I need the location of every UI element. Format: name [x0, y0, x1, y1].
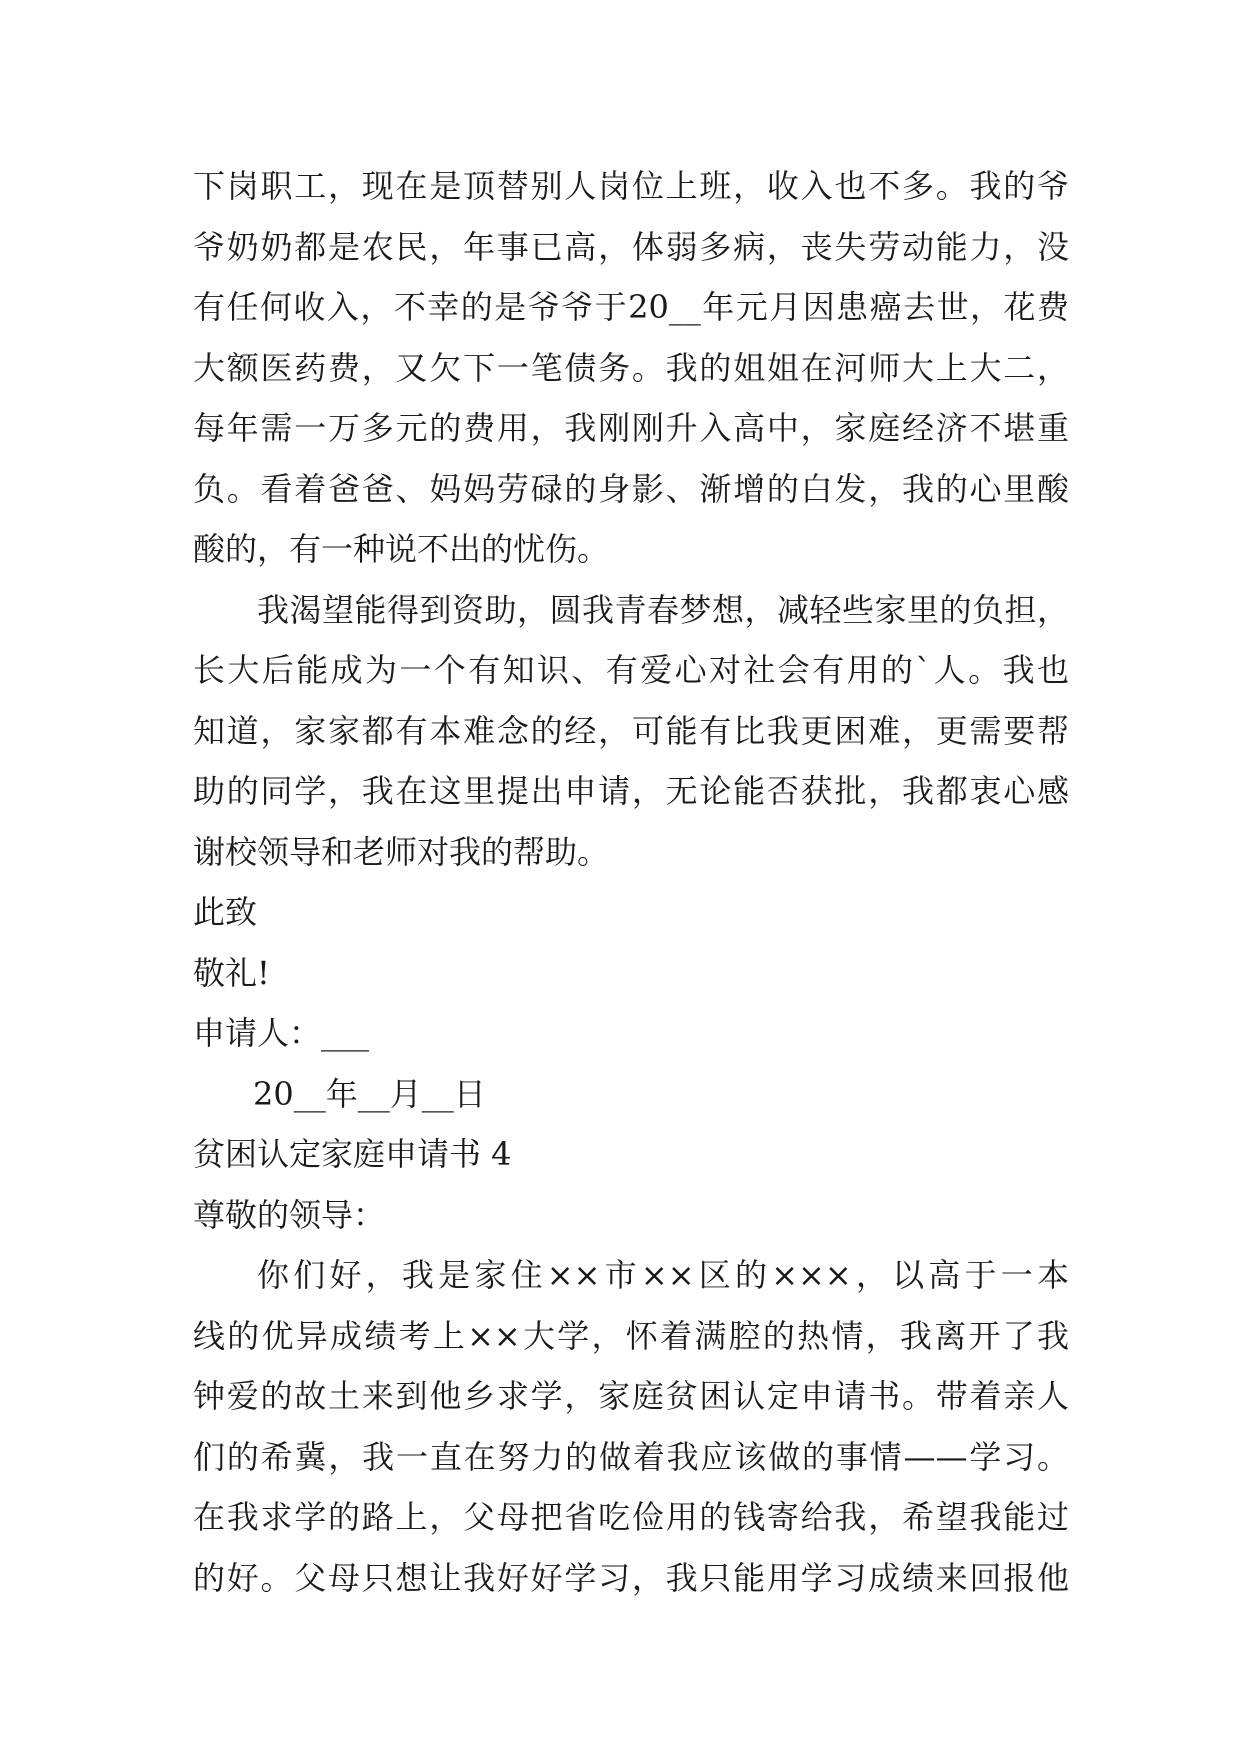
- text-line: 知道，家家都有本难念的经，可能有比我更困难，更需要帮: [193, 711, 1069, 750]
- document-body: [193, 156, 1069, 1608]
- text-line: 爷奶奶都是农民，年事已高，体弱多病，丧失劳动能力，没: [193, 227, 1069, 266]
- text-line: 助的同学，我在这里提出申请，无论能否获批，我都衷心感: [193, 772, 1069, 810]
- text-line: 你们好，我是家住××市××区的×××，以高于一本: [257, 1256, 1069, 1294]
- date-line: 20__年__月__日: [253, 1074, 486, 1113]
- salutation: 尊敬的领导：: [193, 1195, 386, 1234]
- text-line: 的好。父母只想让我好好学习，我只能用学习成绩来回报他: [193, 1558, 1069, 1597]
- text-line: 们的希冀，我一直在努力的做着我应该做的事情——学习。: [193, 1437, 1069, 1476]
- text-line: 长大后能成为一个有知识、有爱心对社会有用的`人。我也: [193, 651, 1069, 689]
- closing-ci-zhi: 此致: [193, 893, 258, 931]
- text-line: 有任何收入，不幸的是爷爷于20__年元月因患癌去世，花费: [193, 288, 1069, 326]
- paragraph-family-situation: [193, 156, 1069, 580]
- text-line: 下岗职工，现在是顶替别人岗位上班，收入也不多。我的爷: [193, 167, 1069, 205]
- text-line: 每年需一万多元的费用，我刚刚升入高中，家庭经济不堪重: [193, 409, 1069, 447]
- text-line: 大额医药费，又欠下一笔债务。我的姐姐在河师大上大二，: [193, 348, 1069, 387]
- section-title: 贫困认定家庭申请书 4: [193, 1135, 512, 1173]
- text-line: 负。看着爸爸、妈妈劳碌的身影、渐增的白发，我的心里酸: [193, 469, 1069, 508]
- text-line: 钟爱的故土来到他乡求学，家庭贫困认定申请书。带着亲人: [193, 1377, 1069, 1415]
- closing-jing-li: 敬礼!: [193, 953, 270, 992]
- paragraph-wish: [193, 580, 1069, 883]
- text-line: 谢校领导和老师对我的帮助。: [193, 832, 610, 871]
- text-line: 线的优异成绩考上××大学，怀着满腔的热情，我离开了我: [193, 1316, 1069, 1355]
- paragraph-intro: [193, 1245, 1069, 1608]
- applicant-line: 申请人：___: [193, 1014, 370, 1052]
- text-line: 我渴望能得到资助，圆我青春梦想，减轻些家里的负担，: [257, 590, 1069, 629]
- text-line: 酸的，有一种说不出的忧伤。: [193, 530, 610, 568]
- text-line: 在我求学的路上，父母把省吃俭用的钱寄给我，希望我能过: [193, 1498, 1069, 1536]
